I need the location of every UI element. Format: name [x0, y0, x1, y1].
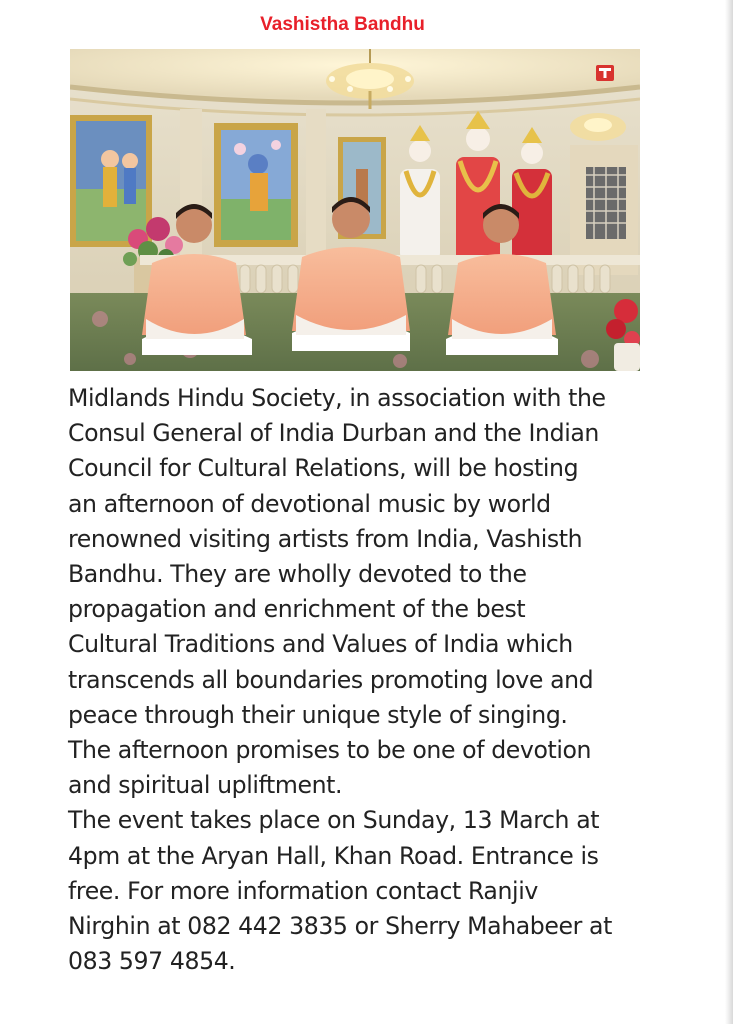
t-series-logo-icon: [596, 65, 614, 81]
article-body: [68, 381, 668, 979]
article-paragraph-intro: Midlands Hindu Society, in association with the Consul General of India Durban and the Indian Council for Cultural Relations, will be hosting an afternoon of devotional music by world renowned visiting artists from India, Vashisth Bandhu. They are wholly devoted to the propagation and enrichment of the best Cultural Traditions and Values of India which transcends all boundaries promoting love and peace through their unique style of singing. The afternoon promises to be one of devotion and spiritual upliftment.: [68, 384, 606, 800]
page-edge-shadow: [725, 0, 733, 1024]
article-paragraph-event-details: The event takes place on Sunday, 13 March at 4pm at the Aryan Hall, Khan Road. Entrance is free. For more information contact Ranjiv Nirghin at 082 442 3835 or Sherry Mahabeer at 083 597 4854.: [68, 806, 612, 976]
event-photo: [70, 49, 640, 371]
painting-left: [70, 115, 152, 247]
deity-figures: [400, 111, 552, 267]
chandelier-right: [570, 113, 626, 141]
page-title: Vashistha Bandhu: [260, 14, 425, 35]
painting-center: [214, 123, 298, 247]
pillar: [306, 109, 326, 259]
